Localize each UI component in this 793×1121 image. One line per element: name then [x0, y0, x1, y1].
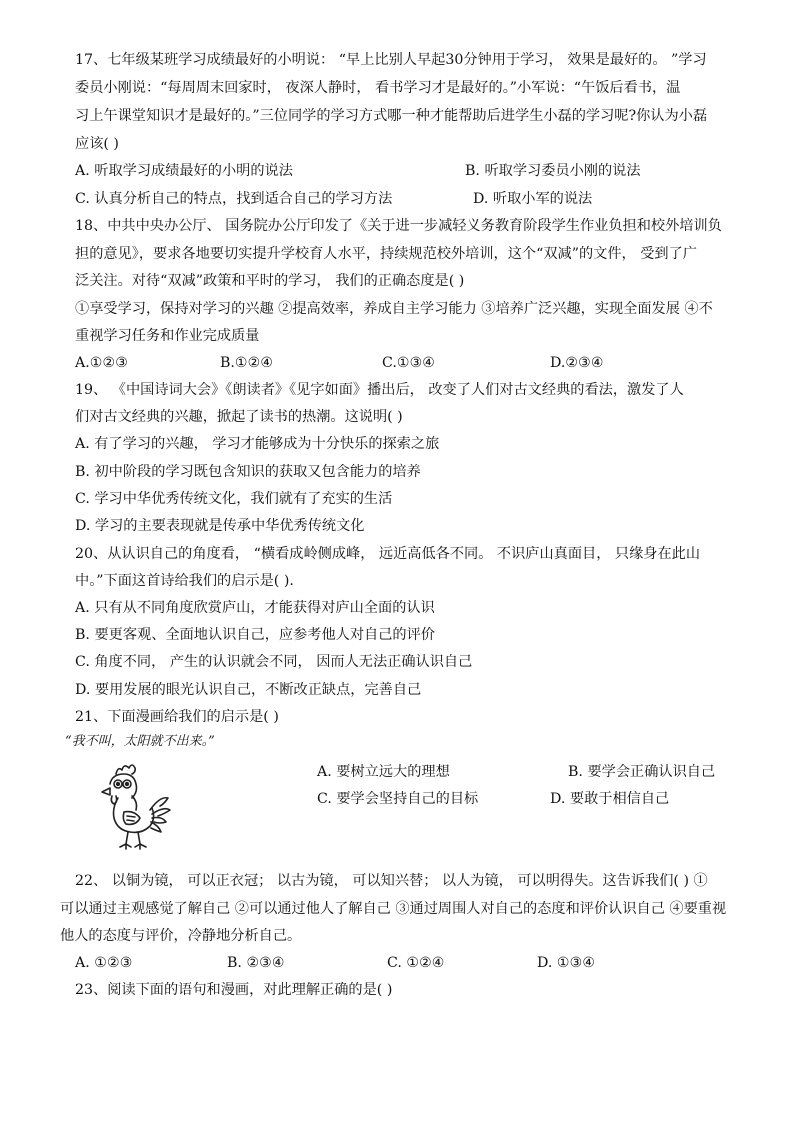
q18-option-c: C.①③④ [382, 355, 436, 371]
q18-line-3: 泛关注。对待“双减”政策和平时的学习， 我们的正确态度是( ) [75, 273, 465, 289]
q21-option-b: B. 要学会正确认识自己 [568, 764, 716, 780]
q19-option-d: D. 学习的主要表现就是传承中华优秀传统文化 [75, 518, 365, 534]
q18-line-5: 重视学习任务和作业完成质量 [75, 328, 260, 344]
q22-line-3: 他人的态度与评价，冷静地分析自己。 [60, 928, 302, 944]
q20-option-b: B. 要更客观、全面地认识自己，应参考他人对自己的评价 [75, 627, 435, 643]
q18-line-4: ①享受学习，保持对学习的兴趣 ②提高效率，养成自主学习能力 ③培养广泛兴趣，实现全面发展 ④不 [75, 301, 713, 317]
q19-option-a: A. 有了学习的兴趣， 学习才能够成为十分快乐的探索之旅 [75, 436, 440, 452]
q17-line-4: 应该( ) [75, 136, 119, 152]
q21-option-a: A. 要树立远大的理想 [317, 764, 450, 780]
cartoon-caption: “我不叫，太阳就不出来。” [65, 734, 215, 749]
q18-option-a: A.①②③ [75, 355, 128, 371]
q17-option-b: B. 听取学习委员小刚的说法 [465, 163, 641, 179]
q22-option-d: D. ①③④ [537, 955, 596, 971]
q17-line-1: 17、七年级某班学习成绩最好的小明说： “早上比别人早起30分钟用于学习， 效果是最好的。 ”学习 [75, 52, 707, 68]
q17-option-d: D. 听取小军的说法 [473, 191, 593, 207]
rooster-icon [96, 760, 172, 852]
q21-stem: 21、下面漫画给我们的启示是( ) [75, 709, 279, 725]
q19-line-2: 们对古文经典的兴趣，掀起了读书的热潮。这说明( ) [75, 409, 403, 425]
q17-line-2: 委员小刚说：“每周周末回家时， 夜深人静时， 看书学习才是最好的。”小军说：“午饭后看书，温 [75, 80, 681, 96]
q22-line-2: 可以通过主观感觉了解自己 ②可以通过他人了解自己 ③通过周围人对自己的态度和评价认识自己 ④要重视 [60, 901, 727, 917]
q20-line-1: 20、从认识自己的角度看， “横看成岭侧成峰， 远近高低各不同。 不识庐山真面目， 只缘身在此山 [75, 546, 701, 562]
q17-option-c: C. 认真分析自己的特点，找到适合自己的学习方法 [75, 191, 393, 207]
q20-line-2: 中。”下面这首诗给我们的启示是( ). [75, 573, 294, 589]
q22-line-1: 22、 以铜为镜， 可以正衣冠； 以古为镜， 可以知兴替； 以人为镜， 可以明得失。这告诉我们( ) ① [75, 873, 708, 889]
q22-option-b: B. ②③④ [227, 955, 285, 971]
q17-line-3: 习上午课堂知识才是最好的。”三位同学的学习方式哪一种才能帮助后进学生小磊的学习呢?你认为小磊 [75, 108, 708, 124]
q19-line-1: 19、 《中国诗词大会》《朗读者》《见字如面》播出后， 改变了人们对古文经典的看法，激发了人 [75, 382, 684, 398]
q18-option-b: B.①②④ [220, 355, 274, 371]
q19-option-b: B. 初中阶段的学习既包含知识的获取又包含能力的培养 [75, 464, 421, 480]
q22-option-a: A. ①②③ [75, 955, 133, 971]
q21-option-c: C. 要学会坚持自己的目标 [317, 791, 479, 807]
q21-option-d: D. 要敢于相信自己 [550, 791, 670, 807]
q19-option-c: C. 学习中华优秀传统文化，我们就有了充实的生活 [75, 491, 393, 507]
q20-option-c: C. 角度不同， 产生的认识就会不同， 因而人无法正确认识自己 [75, 654, 473, 670]
q18-line-2: 担的意见》，要求各地要切实提升学校育人水平，持续规范校外培训，这个“双减”的文件， 受到了广 [75, 246, 697, 262]
q22-option-c: C. ①②④ [387, 955, 445, 971]
q17-option-a: A. 听取学习成绩最好的小明的说法 [75, 163, 293, 179]
q20-option-a: A. 只有从不同角度欣赏庐山，才能获得对庐山全面的认识 [75, 600, 435, 616]
q18-line-1: 18、中共中央办公厅、 国务院办公厅印发了《关于进一步减轻义务教育阶段学生作业负担和校外培训负 [75, 218, 722, 234]
q18-option-d: D.②③④ [550, 355, 604, 371]
q20-option-d: D. 要用发展的眼光认识自己，不断改正缺点，完善自己 [75, 682, 422, 698]
q23-stem: 23、阅读下面的语句和漫画，对此理解正确的是( ) [75, 982, 393, 998]
